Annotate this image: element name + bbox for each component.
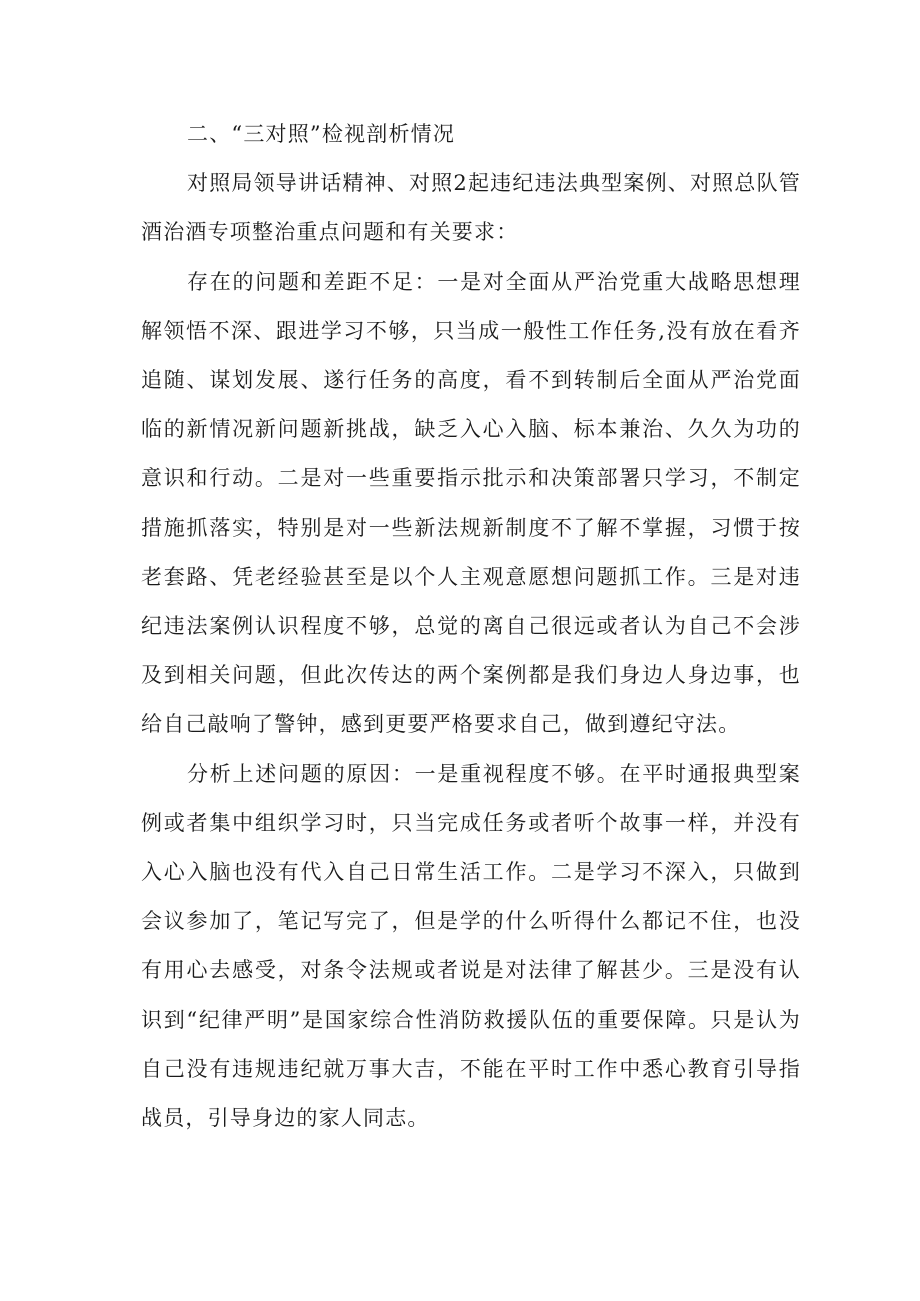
paragraph-problems: 存在的问题和差距不足：一是对全面从严治党重大战略思想理解领悟不深、跟进学习不够，只当成一般性工作任务,没有放在看齐追随、谋划发展、遂行任务的高度，看不到转制后全面从严治党面临的新情况新问题新挑战，缺乏入心入脑、标本兼治、久久为功的意识和行动。二是对一些重要指示批示和决策部署只学习，不制定措施抓落实，特别是对一些新法规新制度不了解不掌握，习惯于按老套路、凭老经验甚至是以个人主观意愿想问题抓工作。三是对违纪违法案例认识程度不够，总觉的离自己很远或者认为自己不会涉及到相关问题，但此次传达的两个案例都是我们身边人身边事，也给自己敲响了警钟，感到更要严格要求自己，做到遵纪守法。 xyxy=(141,269,801,737)
paragraph-intro: 对照局领导讲话精神、对照2起违纪违法典型案例、对照总队管酒治酒专项整治重点问题和有关要求： xyxy=(141,171,801,245)
paragraph-causes: 分析上述问题的原因：一是重视程度不够。在平时通报典型案例或者集中组织学习时，只当完成任务或者听个故事一样，并没有入心入脑也没有代入自己日常生活工作。二是学习不深入，只做到会议参加了，笔记写完了，但是学的什么听得什么都记不住，也没有用心去感受，对条令法规或者说是对法律了解甚少。三是没有认识到“纪律严明”是国家综合性消防救援队伍的重要保障。只是认为自己没有违规违纪就万事大吉，不能在平时工作中悉心教育引导指战员，引导身边的家人同志。 xyxy=(141,761,801,1131)
section-heading: 二、“三对照”检视剖析情况 xyxy=(187,122,456,146)
document-body xyxy=(141,110,801,1143)
